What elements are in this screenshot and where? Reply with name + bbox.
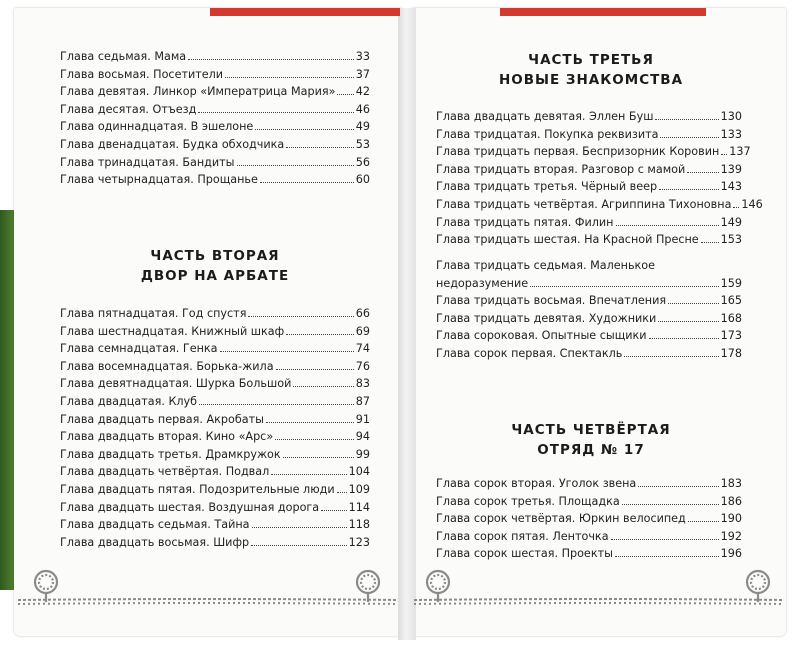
part2-heading: [60, 246, 370, 286]
toc-item-title: Глава сорок вторая. Уголок звена: [436, 477, 637, 490]
toc-item-page: 168: [720, 311, 742, 325]
toc-item-page: 49: [355, 120, 370, 134]
toc-item-page: 99: [355, 447, 370, 461]
toc-item: [60, 358, 370, 376]
toc-item: [436, 292, 742, 310]
toc-item: [436, 108, 742, 126]
toc-item-title: Глава тридцать восьмая. Впечатления: [436, 294, 667, 307]
toc-dot-leader: [622, 504, 719, 505]
toc-item-title: Глава двадцать пятая. Подозрительные люди: [60, 482, 335, 496]
toc-part3-multiline-item: [436, 257, 742, 292]
toc-dot-leader: [276, 369, 354, 370]
toc-item-title: Глава двадцать девятая. Эллен Буш: [436, 110, 654, 123]
toc-item: [60, 375, 370, 393]
toc-part1-list: [60, 48, 370, 189]
part2-heading-line2: ДВОР НА АРБАТЕ: [140, 268, 290, 284]
toc-item-title: Глава двадцать восьмая. Шифр: [60, 535, 250, 549]
toc-item: [60, 305, 370, 323]
toc-item-title: Глава тринадцатая. Бандиты: [60, 155, 235, 169]
toc-item: [60, 101, 370, 119]
toc-item-title: Глава тридцать седьмая. Маленькое: [436, 259, 656, 272]
toc-dot-leader: [198, 112, 353, 113]
toc-item-page: 60: [355, 173, 370, 187]
toc-item-page: 83: [355, 377, 370, 391]
toc-dot-leader: [687, 172, 718, 173]
toc-item-title: Глава десятая. Отъезд: [60, 102, 197, 116]
toc-item-page: 130: [720, 110, 742, 123]
part4-heading-line1: ЧАСТЬ ЧЕТВЁРТАЯ: [511, 422, 671, 438]
toc-item-title: Глава шестнадцатая. Книжный шкаф: [60, 324, 285, 338]
toc-item-title: Глава тридцать шестая. На Красной Пресне: [436, 233, 699, 247]
toc-item-page: 91: [355, 412, 370, 426]
toc-dot-leader: [655, 119, 718, 120]
part2-heading-line1: ЧАСТЬ ВТОРАЯ: [150, 248, 280, 264]
toc-item-page: 94: [355, 430, 370, 444]
toc-item: [60, 154, 370, 172]
toc-item-title: Глава сорок пятая. Ленточка: [436, 529, 609, 543]
toc-item: [436, 275, 742, 293]
toc-item-page: 186: [720, 494, 742, 508]
toc-item-page: 173: [720, 329, 742, 343]
toc-item-title: Глава девятнадцатая. Шурка Большой: [60, 377, 292, 391]
toc-dot-leader: [624, 356, 718, 357]
toc-item: [60, 516, 370, 534]
toc-dot-leader: [733, 207, 739, 208]
toc-item: [436, 528, 742, 546]
toc-dot-leader: [225, 77, 354, 78]
toc-item-title: Глава восемнадцатая. Борька-жила: [60, 359, 274, 373]
toc-part4-list: [436, 475, 742, 563]
toc-part3-list: [436, 108, 763, 249]
toc-item-page: 146: [741, 197, 763, 211]
toc-item: [60, 171, 370, 189]
toc-item-title: Глава четырнадцатая. Прощанье: [60, 173, 258, 187]
toc-item-title: Глава сорок первая. Спектакль: [436, 346, 623, 360]
toc-item-title: Глава двадцать третья. Драмкружок: [60, 447, 281, 461]
toc-item-title: Глава восьмая. Посетители: [60, 67, 224, 81]
toc-item-page: 178: [720, 346, 742, 360]
toc-dot-leader: [658, 321, 718, 322]
toc-dot-leader: [199, 404, 354, 405]
toc-item: [60, 463, 370, 481]
toc-item-page: 69: [355, 324, 370, 338]
toc-item-title: Глава тридцать пятая. Филин: [436, 215, 614, 229]
toc-item: [436, 143, 751, 161]
toc-item-page: 46: [355, 102, 370, 116]
toc-item: [60, 118, 370, 136]
toc-item-page: 118: [348, 518, 370, 532]
toc-item: [436, 493, 742, 511]
toc-item-page: 133: [720, 127, 742, 141]
toc-dot-leader: [275, 439, 354, 440]
toc-item-title: Глава седьмая. Мама: [60, 50, 187, 63]
toc-dot-leader: [638, 486, 718, 487]
toc-item-title: Глава двадцать вторая. Кино «Арс»: [60, 430, 274, 444]
toc-item: [436, 231, 742, 249]
toc-dot-leader: [321, 510, 346, 511]
toc-part3-list-continued: [436, 292, 742, 362]
toc-item-page: 109: [348, 482, 370, 496]
toc-item-page: 42: [355, 85, 370, 99]
toc-item: [436, 196, 763, 214]
toc-part2-list: [60, 305, 370, 551]
toc-item: [436, 310, 742, 328]
toc-dot-leader: [255, 129, 353, 130]
toc-item-page: 74: [355, 342, 370, 356]
toc-dot-leader: [616, 225, 719, 226]
toc-dot-leader: [271, 474, 346, 475]
toc-dot-leader: [248, 316, 353, 317]
toc-item: [436, 475, 742, 493]
toc-item-title: Глава тридцать вторая. Разговор с мамой: [436, 162, 686, 176]
toc-item: [60, 323, 370, 341]
bookmark-ribbon-left: [210, 8, 400, 16]
toc-item-title: Глава двенадцатая. Будка обходчика: [60, 137, 285, 151]
toc-item: [60, 66, 370, 84]
toc-item-page: 87: [355, 394, 370, 408]
toc-item-page: 123: [348, 535, 370, 549]
part3-heading-line2: НОВЫЕ ЗНАКОМСТВА: [498, 72, 684, 88]
toc-item-page: 114: [348, 500, 370, 514]
toc-item-page: 53: [355, 137, 370, 151]
toc-item-title: Глава двадцать первая. Акробаты: [60, 412, 264, 426]
toc-item-page: 149: [720, 215, 742, 229]
toc-dot-leader: [237, 165, 354, 166]
toc-item: [60, 393, 370, 411]
part4-heading-line2: ОТРЯД № 17: [537, 442, 645, 458]
toc-item-title: Глава сорок шестая. Проекты: [436, 547, 613, 561]
toc-item-page: 66: [355, 307, 370, 320]
toc-item: [60, 83, 370, 101]
toc-item-page: 190: [720, 512, 742, 526]
toc-item-title: Глава двадцать четвёртая. Подвал: [60, 465, 270, 479]
toc-item-page: 192: [720, 529, 742, 543]
toc-dot-leader: [251, 545, 347, 546]
toc-dot-leader: [688, 521, 719, 522]
toc-dot-leader: [337, 94, 353, 95]
toc-dot-leader: [252, 527, 347, 528]
toc-item: [60, 340, 370, 358]
toc-dot-leader: [659, 189, 719, 190]
toc-dot-leader: [660, 137, 718, 138]
toc-item-title: Глава сорок третья. Площадка: [436, 494, 620, 508]
toc-dot-leader: [649, 338, 719, 339]
toc-item-page: 153: [720, 233, 742, 247]
toc-item-title: Глава одиннадцатая. В эшелоне: [60, 120, 254, 134]
toc-dot-leader: [286, 334, 354, 335]
toc-item-page: 137: [729, 145, 751, 159]
toc-item: [436, 126, 742, 144]
toc-item: [60, 481, 370, 499]
toc-item: [436, 161, 742, 179]
rope-ornament-left: [18, 560, 398, 620]
toc-dot-leader: [530, 286, 719, 287]
toc-dot-leader: [283, 457, 354, 458]
toc-dot-leader: [188, 59, 354, 60]
toc-dot-leader: [337, 492, 347, 493]
part4-heading: [436, 420, 746, 460]
toc-dot-leader: [721, 154, 727, 155]
toc-item: [60, 428, 370, 446]
toc-item: [436, 510, 742, 528]
toc-item: [60, 411, 370, 429]
toc-dot-leader: [220, 351, 354, 352]
toc-item-title: Глава двадцать седьмая. Тайна: [60, 518, 250, 532]
toc-item-page: 143: [720, 180, 742, 194]
toc-item-title: Глава тридцать четвёртая. Агриппина Тихоновна: [436, 197, 732, 211]
part3-heading-line1: ЧАСТЬ ТРЕТЬЯ: [528, 52, 654, 68]
toc-item-page: 196: [720, 547, 742, 561]
toc-dot-leader: [668, 303, 719, 304]
toc-item: [436, 178, 742, 196]
toc-item-title: недоразумение: [436, 276, 529, 290]
toc-item-title: Глава тридцать девятая. Художники: [436, 311, 657, 325]
toc-item: [60, 136, 370, 154]
toc-item: [436, 214, 742, 232]
toc-item: [60, 446, 370, 464]
toc-item: [436, 345, 742, 363]
part3-heading: [436, 50, 746, 90]
toc-item-title: Глава тридцать третья. Чёрный веер: [436, 180, 658, 194]
toc-item-page: 104: [348, 465, 370, 479]
toc-item-page: 76: [355, 359, 370, 373]
toc-item-title: Глава сорок четвёртая. Юркин велосипед: [436, 512, 686, 526]
toc-dot-leader: [701, 242, 719, 243]
toc-item-title: Глава тридцать первая. Беспризорник Коровин: [436, 145, 720, 159]
toc-dot-leader: [266, 422, 354, 423]
toc-item-page: 159: [720, 276, 742, 290]
toc-item-title: Глава пятнадцатая. Год спустя: [60, 307, 247, 320]
toc-item-title: Глава семнадцатая. Генка: [60, 342, 218, 356]
bookmark-ribbon-right: [500, 8, 706, 16]
toc-dot-leader: [615, 556, 719, 557]
toc-item: [436, 257, 742, 275]
toc-item-page: 165: [720, 294, 742, 307]
toc-item-title: Глава сороковая. Опытные сыщики: [436, 329, 647, 343]
toc-dot-leader: [611, 539, 719, 540]
toc-dot-leader: [286, 147, 353, 148]
toc-item-title: Глава девятая. Линкор «Императрица Мария»: [60, 85, 336, 99]
toc-item-title: Глава двадцатая. Клуб: [60, 394, 198, 408]
toc-dot-leader: [293, 386, 353, 387]
toc-item-page: 183: [720, 477, 742, 490]
toc-item: [436, 327, 742, 345]
toc-item-page: 37: [355, 67, 370, 81]
book-gutter: [398, 8, 416, 640]
toc-item-page: 56: [355, 155, 370, 169]
toc-item: [60, 48, 370, 66]
toc-item: [60, 499, 370, 517]
toc-item-page: 33: [355, 50, 370, 63]
toc-item-title: Глава тридцатая. Покупка реквизита: [436, 127, 659, 141]
toc-item-page: 139: [720, 162, 742, 176]
toc-item-title: Глава двадцать шестая. Воздушная дорога: [60, 500, 320, 514]
toc-item: [60, 534, 370, 552]
rope-ornament-right: [414, 560, 784, 620]
toc-dot-leader: [260, 182, 354, 183]
